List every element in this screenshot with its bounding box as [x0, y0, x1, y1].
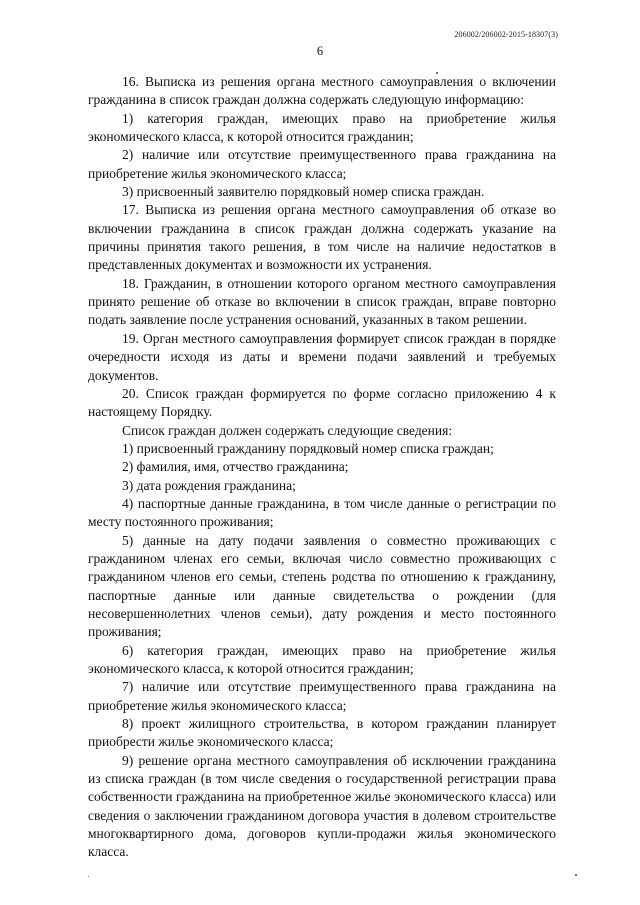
paragraph: 8) проект жилищного строительства, в котором гражданин планирует приобрести жилье экономического класса;: [88, 716, 556, 750]
paragraph: 20. Список граждан формируется по форме согласно приложению 4 к настоящему Порядку.: [88, 385, 556, 420]
document-id: 206002/206002-2015-18307(3): [454, 30, 558, 39]
paragraph: 2) фамилия, имя, отчество гражданина;: [122, 459, 349, 475]
scan-speck: [575, 874, 577, 876]
paragraph: 2) наличие или отсутствие преимущественного права гражданина на приобретение жилья экономического класса;: [88, 147, 556, 181]
document-body: [88, 73, 556, 862]
paragraph: 9) решение органа местного самоуправления об исключении гражданина из списка граждан (в том числе сведения о государственной регистрации права собственности гражданина на приобретенное жилье экономического класса) или сведения о заключении гражданином договора участия в долевом строительстве многоквартирного дома, договоров купли-продажи жилья экономического класса.: [88, 752, 556, 860]
paragraph: 7) наличие или отсутствие преимущественного права гражданина на приобретение жилья экономического класса;: [88, 679, 556, 713]
paragraph: 18. Гражданин, в отношении которого органом местного самоуправления принято решение об отказе во включении в список граждан, вправе повторно подать заявление после устранения оснований, указанных в таком решении.: [88, 275, 556, 328]
paragraph: 19. Орган местного самоуправления формирует список граждан в порядке очередности исходя из даты и времени подачи заявлений и требуемых документов.: [88, 330, 556, 383]
page-number: 6: [316, 44, 324, 58]
paragraph: 1) присвоенный гражданину порядковый номер списка граждан;: [122, 440, 494, 456]
paragraph: 16. Выписка из решения органа местного самоуправления о включении гражданина в список граждан должна содержать следующую информацию:: [88, 74, 556, 108]
paragraph: 3) дата рождения гражданина;: [122, 477, 296, 493]
paragraph: 17. Выписка из решения органа местного самоуправления об отказе во включении гражданина в список граждан должна содержать указание на причины принятия такого решения, в том числе на наличие недостатков в представленных документах и возможности их устранения.: [88, 202, 556, 273]
paragraph: 5) данные на дату подачи заявления о совместно проживающих с гражданином членах его семьи, включая число совместно проживающих с гражданином членов его семьи, степень родства по отношению к гражданину, паспортные данные или данные свидетельства о рождении (для несовершеннолетних членов семьи), дату рождения и место постоянного проживания;: [88, 532, 556, 640]
paragraph: 4) паспортные данные гражданина, в том числе данные о регистрации по месту постоянного проживания;: [88, 495, 556, 530]
paragraph: 6) категория граждан, имеющих право на приобретение жилья экономического класса, к которой относится гражданин;: [88, 642, 556, 676]
paragraph: 1) категория граждан, имеющих право на приобретение жилья экономического класса, к которой относится гражданин;: [88, 110, 556, 145]
paragraph: Список граждан должен содержать следующие сведения:: [122, 422, 453, 438]
paragraph: 3) присвоенный заявителю порядковый номер списка граждан.: [122, 184, 485, 200]
scan-speck: [88, 876, 89, 877]
